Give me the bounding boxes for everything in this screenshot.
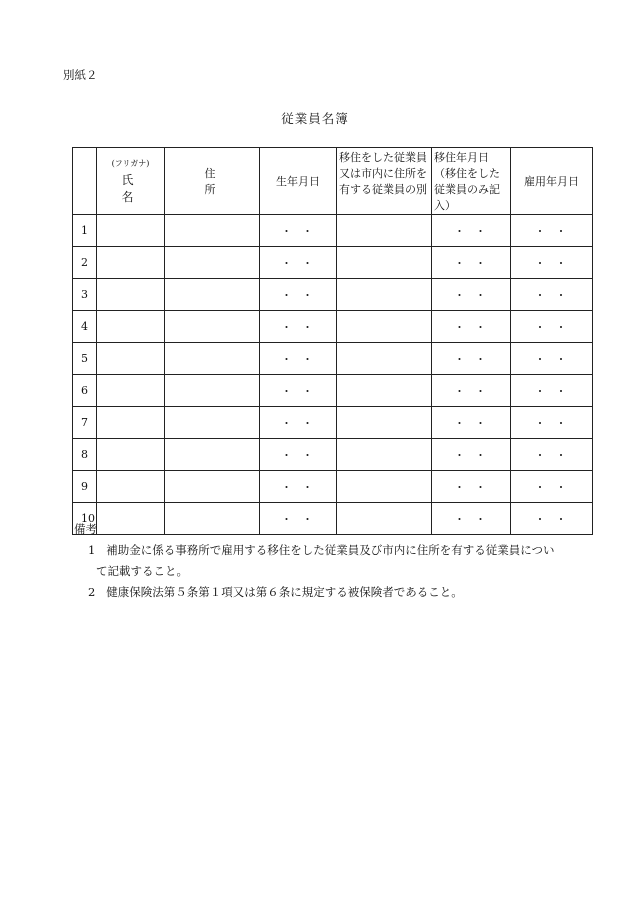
move-date-cell[interactable]: ・・ bbox=[432, 407, 511, 439]
address-cell[interactable] bbox=[165, 375, 260, 407]
note-1-text: 補助金に係る事務所で雇用する移住をした従業員及び市内に住所を有する従業員につい bbox=[106, 543, 555, 557]
header-hire-date: 雇用年月日 bbox=[511, 148, 593, 215]
name-cell[interactable] bbox=[97, 215, 165, 247]
address-cell[interactable] bbox=[165, 439, 260, 471]
row-number: 10 bbox=[73, 503, 97, 535]
table-header-row bbox=[73, 148, 593, 215]
resident-type-cell[interactable] bbox=[337, 407, 432, 439]
note-2-text: 健康保険法第５条第１項又は第６条に規定する被保険者であること。 bbox=[106, 585, 463, 599]
hire-date-cell[interactable]: ・・ bbox=[511, 407, 593, 439]
address-cell[interactable] bbox=[165, 247, 260, 279]
name-cell[interactable] bbox=[97, 375, 165, 407]
table-row bbox=[73, 311, 593, 343]
header-birthdate: 生年月日 bbox=[260, 148, 337, 215]
resident-type-cell[interactable] bbox=[337, 343, 432, 375]
row-number: 1 bbox=[73, 215, 97, 247]
table-row bbox=[73, 375, 593, 407]
name-cell[interactable] bbox=[97, 407, 165, 439]
move-date-cell[interactable]: ・・ bbox=[432, 503, 511, 535]
move-date-cell[interactable]: ・・ bbox=[432, 375, 511, 407]
hire-date-cell[interactable]: ・・ bbox=[511, 375, 593, 407]
address-cell[interactable] bbox=[165, 311, 260, 343]
resident-type-cell[interactable] bbox=[337, 279, 432, 311]
table-row bbox=[73, 471, 593, 503]
birthdate-cell[interactable]: ・・ bbox=[260, 343, 337, 375]
notes-heading: 備考 bbox=[74, 522, 97, 536]
hire-date-cell[interactable]: ・・ bbox=[511, 247, 593, 279]
birthdate-cell[interactable]: ・・ bbox=[260, 215, 337, 247]
address-cell[interactable] bbox=[165, 279, 260, 311]
resident-type-cell[interactable] bbox=[337, 247, 432, 279]
address-cell[interactable] bbox=[165, 215, 260, 247]
move-date-cell[interactable]: ・・ bbox=[432, 471, 511, 503]
name-cell[interactable] bbox=[97, 471, 165, 503]
birthdate-cell[interactable]: ・・ bbox=[260, 407, 337, 439]
birthdate-cell[interactable]: ・・ bbox=[260, 375, 337, 407]
move-date-cell[interactable]: ・・ bbox=[432, 247, 511, 279]
birthdate-cell[interactable]: ・・ bbox=[260, 247, 337, 279]
address-cell[interactable] bbox=[165, 471, 260, 503]
name-cell[interactable] bbox=[97, 247, 165, 279]
page-title: 従業員名簿 bbox=[281, 111, 349, 126]
table-row bbox=[73, 439, 593, 471]
move-date-cell[interactable]: ・・ bbox=[432, 215, 511, 247]
hire-date-cell[interactable]: ・・ bbox=[511, 503, 593, 535]
header-move-date: 移住年月日（移住をした従業員のみ記入） bbox=[432, 148, 511, 215]
move-date-cell[interactable]: ・・ bbox=[432, 279, 511, 311]
annex-label: 別紙２ bbox=[63, 68, 98, 82]
header-address: 住 所 bbox=[165, 148, 260, 215]
row-number: 4 bbox=[73, 311, 97, 343]
name-cell[interactable] bbox=[97, 311, 165, 343]
table-row bbox=[73, 343, 593, 375]
move-date-cell[interactable]: ・・ bbox=[432, 311, 511, 343]
table-row bbox=[73, 247, 593, 279]
row-number: 6 bbox=[73, 375, 97, 407]
resident-type-cell[interactable] bbox=[337, 375, 432, 407]
row-number: 8 bbox=[73, 439, 97, 471]
hire-date-cell[interactable]: ・・ bbox=[511, 279, 593, 311]
birthdate-cell[interactable]: ・・ bbox=[260, 471, 337, 503]
table-row bbox=[73, 279, 593, 311]
move-date-cell[interactable]: ・・ bbox=[432, 343, 511, 375]
resident-type-cell[interactable] bbox=[337, 311, 432, 343]
table-row bbox=[73, 407, 593, 439]
birthdate-cell[interactable]: ・・ bbox=[260, 503, 337, 535]
table-row bbox=[73, 215, 593, 247]
hire-date-cell[interactable]: ・・ bbox=[511, 343, 593, 375]
resident-type-cell[interactable] bbox=[337, 439, 432, 471]
name-cell[interactable] bbox=[97, 439, 165, 471]
header-name-label: 氏 名 bbox=[121, 172, 182, 204]
note-item-1 bbox=[88, 540, 555, 561]
header-no bbox=[73, 148, 97, 215]
note-item-2 bbox=[88, 582, 555, 603]
address-cell[interactable] bbox=[165, 407, 260, 439]
resident-type-cell[interactable] bbox=[337, 471, 432, 503]
hire-date-cell[interactable]: ・・ bbox=[511, 215, 593, 247]
resident-type-cell[interactable] bbox=[337, 215, 432, 247]
hire-date-cell[interactable]: ・・ bbox=[511, 471, 593, 503]
row-number: 9 bbox=[73, 471, 97, 503]
address-cell[interactable] bbox=[165, 343, 260, 375]
note-1-number: 1 bbox=[88, 543, 96, 557]
header-name bbox=[97, 148, 182, 215]
note-1-continuation: て記載すること。 bbox=[96, 564, 188, 578]
notes-section bbox=[74, 519, 555, 603]
header-resident-type: 移住をした従業員又は市内に住所を有する従業員の別 bbox=[337, 148, 432, 215]
note-2-number: 2 bbox=[88, 585, 96, 599]
move-date-cell[interactable]: ・・ bbox=[432, 439, 511, 471]
row-number: 2 bbox=[73, 247, 97, 279]
employee-roster-table bbox=[72, 147, 593, 535]
hire-date-cell[interactable]: ・・ bbox=[511, 439, 593, 471]
name-cell[interactable] bbox=[97, 279, 165, 311]
header-name-furigana: (フリガナ) bbox=[111, 158, 150, 168]
birthdate-cell[interactable]: ・・ bbox=[260, 279, 337, 311]
row-number: 5 bbox=[73, 343, 97, 375]
birthdate-cell[interactable]: ・・ bbox=[260, 439, 337, 471]
name-cell[interactable] bbox=[97, 343, 165, 375]
hire-date-cell[interactable]: ・・ bbox=[511, 311, 593, 343]
row-number: 7 bbox=[73, 407, 97, 439]
row-number: 3 bbox=[73, 279, 97, 311]
birthdate-cell[interactable]: ・・ bbox=[260, 311, 337, 343]
